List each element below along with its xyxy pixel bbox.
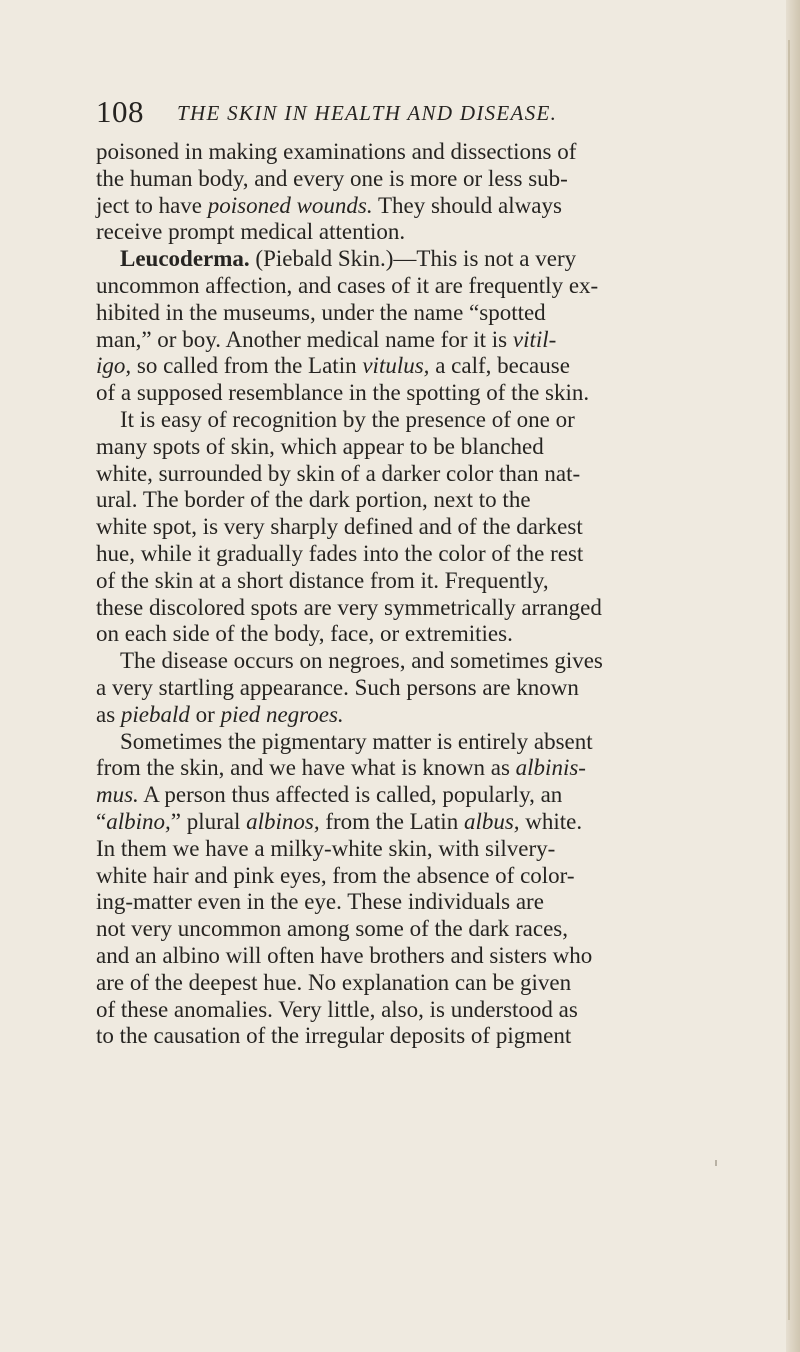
text-line: from the skin, and we have what is known as albinis- xyxy=(96,755,586,781)
text-line: “albino,” plural albinos, from the Latin albus, white. xyxy=(96,808,583,834)
section-heading: Leucoderma. xyxy=(120,246,250,272)
italic-term: mus. xyxy=(96,782,139,808)
page-number: 108 xyxy=(96,94,144,129)
text-line: white spot, is very sharply defined and of the darkest xyxy=(96,514,583,540)
text-line: a very startling appearance. Such persons are known xyxy=(96,674,579,700)
text-line: It is easy of recognition by the presence of one or xyxy=(120,406,575,432)
text-line: of these anomalies. Very little, also, is understood as xyxy=(96,996,578,1022)
text-line: poisoned in making examinations and dissections of xyxy=(96,139,577,164)
italic-term: vitulus, xyxy=(362,353,430,379)
section-heading-line: Leucoderma. (Piebald Skin.)—This is not a very xyxy=(120,246,577,272)
text-line: white hair and pink eyes, from the absence of color- xyxy=(96,862,575,888)
italic-term: vitil- xyxy=(512,326,557,352)
italic-term: igo, xyxy=(96,353,132,379)
text-line: on each side of the body, face, or extremities. xyxy=(96,621,513,647)
text-line: of a supposed resemblance in the spotting of the skin. xyxy=(96,380,590,406)
text-line: mus. A person thus affected is called, popularly, an xyxy=(96,782,563,808)
italic-term: albinos, xyxy=(246,808,320,834)
text-line: ing-matter even in the eye. These individuals are xyxy=(96,889,544,915)
text-line: are of the deepest hue. No explanation can be given xyxy=(96,969,572,995)
text-line: igo, so called from the Latin vitulus, a calf, because xyxy=(96,353,570,379)
text-line: to the causation of the irregular deposits of pigment xyxy=(96,1023,572,1049)
page-edge-shadow xyxy=(788,40,790,1320)
text-line: and an albino will often have brothers and sisters who xyxy=(96,942,593,968)
text-line: hue, while it gradually fades into the color of the rest xyxy=(96,540,584,566)
text-line: receive prompt medical attention. xyxy=(96,219,406,245)
page-header xyxy=(96,94,716,134)
italic-term: albino, xyxy=(106,808,171,834)
italic-term: albus, xyxy=(463,808,520,834)
text-line: The disease occurs on negroes, and sometimes gives xyxy=(120,648,603,674)
text-line: man,” or boy. Another medical name for it is vitil- xyxy=(96,326,557,352)
text-line: of the skin at a short distance from it. Frequently, xyxy=(96,567,549,593)
italic-term: albinis- xyxy=(515,755,586,781)
text-line: In them we have a milky-white skin, with silvery- xyxy=(96,835,556,861)
text-line: not very uncommon among some of the dark races, xyxy=(96,916,569,942)
running-title: THE SKIN IN HEALTH AND DISEASE. xyxy=(177,101,558,125)
text-line: white, surrounded by skin of a darker color than nat- xyxy=(96,460,581,486)
italic-term: poisoned wounds. xyxy=(207,192,373,218)
text-line: uncommon affection, and cases of it are frequently ex- xyxy=(96,272,599,298)
text-line: as piebald or pied negroes. xyxy=(96,701,344,727)
text-line: ject to have poisoned wounds. They should always xyxy=(96,192,562,218)
text-line: these discolored spots are very symmetrically arranged xyxy=(96,594,602,620)
text-line: hibited in the museums, under the name “spotted xyxy=(96,299,546,325)
italic-term: piebald xyxy=(120,701,190,727)
body-text xyxy=(96,139,768,1050)
text-line: Sometimes the pigmentary matter is entirely absent xyxy=(120,728,593,754)
text-line: the human body, and every one is more or less sub- xyxy=(96,165,568,191)
text-line: many spots of skin, which appear to be blanched xyxy=(96,433,544,459)
paper-speck xyxy=(715,1160,717,1166)
text-line: ural. The border of the dark portion, next to the xyxy=(96,487,531,513)
italic-term: pied negroes. xyxy=(220,701,344,727)
